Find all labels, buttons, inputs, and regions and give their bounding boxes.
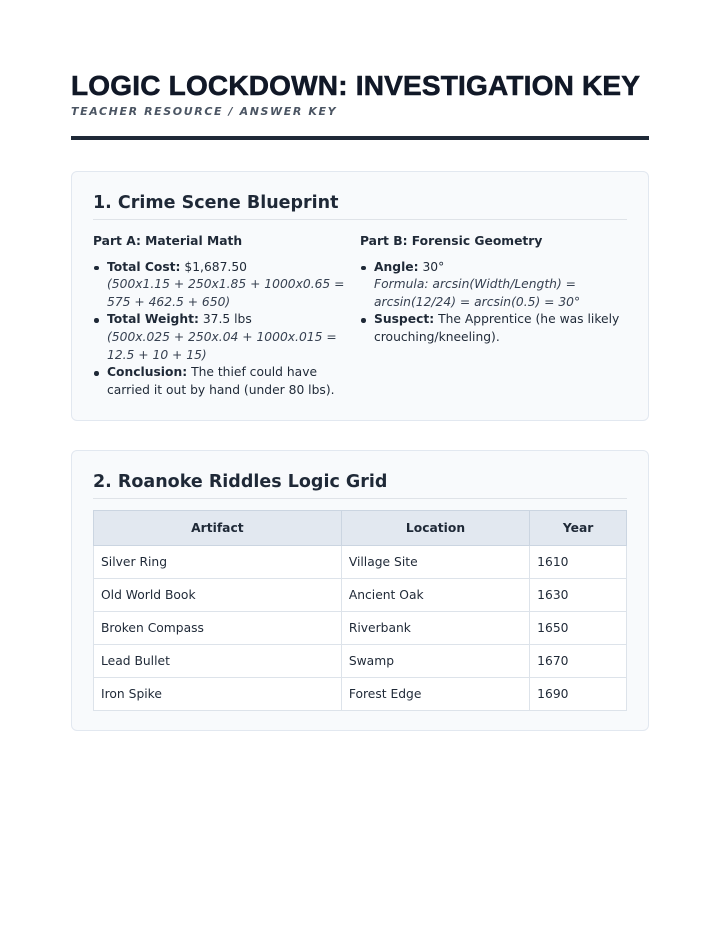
- logic-grid-card: [71, 450, 649, 731]
- location-cell: Forest Edge: [341, 678, 529, 711]
- artifact-cell: Iron Spike: [94, 678, 342, 711]
- item-value: 30°: [422, 259, 445, 274]
- year-cell: 1670: [530, 645, 627, 678]
- artifact-cell: Silver Ring: [94, 546, 342, 579]
- item-value: The Apprentice (he was likely crouching/kneeling).: [374, 312, 620, 344]
- item-value: The thief could have carried it out by hand (under 80 lbs).: [107, 365, 335, 397]
- table-row: [94, 579, 627, 612]
- table-row: [94, 645, 627, 678]
- blueprint-columns: [93, 233, 627, 399]
- list-item: [93, 311, 360, 364]
- item-label: Suspect:: [374, 312, 435, 327]
- page-title: LOGIC LOCKDOWN: INVESTIGATION KEY: [71, 70, 641, 101]
- artifact-cell: Broken Compass: [94, 612, 342, 645]
- list-item: [93, 259, 360, 312]
- year-cell: 1630: [530, 579, 627, 612]
- location-cell: Riverbank: [341, 612, 529, 645]
- part-a-list: [93, 259, 360, 400]
- year-cell: 1650: [530, 612, 627, 645]
- item-note: (500x.025 + 250x.04 + 1000x.015 = 12.5 + 10 + 15): [107, 329, 337, 362]
- location-cell: Swamp: [341, 645, 529, 678]
- table-row: [94, 678, 627, 711]
- header-divider: [71, 136, 649, 140]
- page-header: [71, 0, 649, 140]
- item-value: $1,687.50: [184, 259, 247, 274]
- page-subtitle: TEACHER RESOURCE / ANSWER KEY: [71, 105, 338, 118]
- column-header-year: Year: [530, 511, 627, 546]
- item-value: 37.5 lbs: [202, 312, 252, 327]
- location-cell: Village Site: [341, 546, 529, 579]
- table-header-row: [94, 511, 627, 546]
- year-cell: 1690: [530, 678, 627, 711]
- section-title: 1. Crime Scene Blueprint: [93, 193, 627, 220]
- list-item: [93, 364, 360, 399]
- table-row: [94, 546, 627, 579]
- artifact-cell: Lead Bullet: [94, 645, 342, 678]
- item-note: Formula: arcsin(Width/Length) = arcsin(12/24) = arcsin(0.5) = 30°: [374, 277, 581, 309]
- item-label: Total Weight:: [107, 312, 199, 327]
- part-b-list: [360, 259, 627, 347]
- year-cell: 1610: [530, 546, 627, 579]
- list-item: [360, 259, 627, 312]
- section-title: 2. Roanoke Riddles Logic Grid: [93, 472, 627, 499]
- crime-scene-blueprint-card: [71, 171, 649, 421]
- item-label: Angle:: [374, 259, 419, 274]
- logic-grid-table: [93, 510, 627, 711]
- item-note: (500x1.15 + 250x1.85 + 1000x0.65 = 575 + 462.5 + 650): [107, 277, 345, 309]
- part-b-title: Part B: Forensic Geometry: [360, 234, 543, 248]
- part-a-title: Part A: Material Math: [93, 234, 243, 248]
- item-label: Total Cost:: [107, 259, 181, 274]
- table-row: [94, 612, 627, 645]
- list-item: [360, 311, 627, 346]
- location-cell: Ancient Oak: [341, 579, 529, 612]
- column-header-location: Location: [341, 511, 529, 546]
- artifact-cell: Old World Book: [94, 579, 342, 612]
- column-header-artifact: Artifact: [94, 511, 342, 546]
- part-a-column: [93, 233, 360, 399]
- part-b-column: [360, 233, 627, 399]
- item-label: Conclusion:: [107, 365, 188, 380]
